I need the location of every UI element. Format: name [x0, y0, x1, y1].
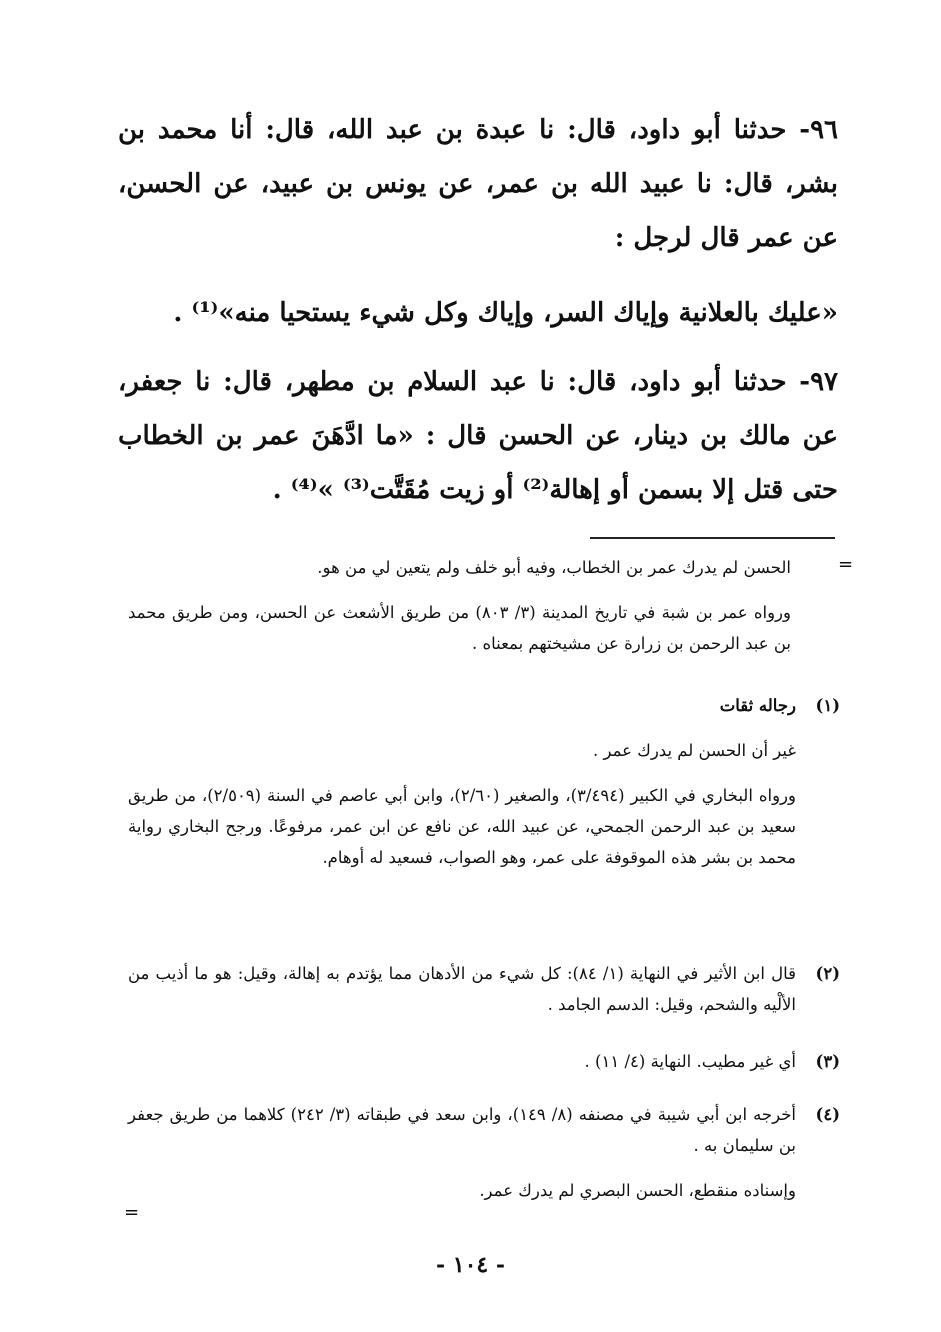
footnote-continued-line-1: الحسن لم يدرك عمر بن الخطاب، وفيه أبو خلف ولم يتعين لي من هو. — [317, 558, 791, 577]
hadith-97-text: ٩٧- حدثنا أبو داود، قال: نا عبد السلام بن مطهر، قال: نا جعفر، عن مالك بن دينار، عن الحسن قال : «ما ادَّهَنَ عمر بن الخطاب حتى قتل إلا بسمن أو إهالة⁽²⁾ أو زيت مُقَتَّت⁽³⁾ »⁽⁴⁾ . — [118, 367, 838, 505]
hadith-96-text: ٩٦- حدثنا أبو داود، قال: نا عبدة بن عبد الله، قال: أنا محمد بن بشر، قال: نا عبيد الله بن عمر، عن يونس بن عبيد، عن الحسن، عن عمر قال لرجل : — [118, 115, 838, 253]
footnote-3 — [128, 1046, 840, 1077]
footnote-2 — [128, 958, 840, 1020]
hadith-97 — [118, 355, 838, 517]
footnote-1-title: رجاله ثقات — [719, 696, 796, 715]
footnote-continued-line-2: ورواه عمر بن شبة في تاريخ المدينة (٣/ ٨٠٣) من طريق الأشعث عن الحسن، ومن طريق محمد بن عبد الرحمن بن زرارة عن مشيختهم بمعناه . — [128, 603, 791, 653]
footnote-4-extra: وإسناده منقطع، الحسن البصري لم يدرك عمر. — [479, 1181, 796, 1200]
footnote-4-text: أخرجه ابن أبي شيبة في مصنفه (٨/ ١٤٩)، وابن سعد في طبقاته (٣/ ٢٤٢) كلاهما من طريق جعفر بن سليمان به . — [128, 1105, 797, 1155]
footnote-2-number: (٢) — [815, 964, 840, 983]
page-number: - ١٠٤ - — [435, 1252, 506, 1278]
continuation-mark-top: = — [838, 554, 854, 575]
hadith-96-quote — [118, 286, 868, 340]
hadith-96 — [118, 103, 838, 265]
footnote-3-number: (٣) — [815, 1052, 840, 1071]
footnote-4-number: (٤) — [815, 1105, 840, 1124]
continuation-mark-bottom: = — [124, 1202, 140, 1223]
footnote-2-text: قال ابن الأثير في النهاية (١/ ٨٤): كل شيء من الأدهان مما يؤتدم به إهالة، وقيل: هو ما أذيب من الألْيه والشحم، وقيل: الدسم الجامد . — [128, 964, 797, 1014]
footnote-continued — [128, 552, 791, 659]
footnote-separator — [590, 537, 835, 539]
footnote-1-line-1: غير أن الحسن لم يدرك عمر . — [593, 741, 796, 760]
footnote-3-text: أي غير مطيب. النهاية (٤/ ١١) . — [584, 1052, 796, 1071]
footnote-1 — [128, 690, 840, 873]
footnote-1-line-2: ورواه البخاري في الكبير (٣/٤٩٤)، والصغير (٢/٦٠)، وابن أبي عاصم في السنة (٢/٥٠٩)، من طريق سعيد بن عبد الرحمن الجمحي، عن عبيد الله، عن نافع عن ابن عمر، مرفوعًا. ورجح البخاري رواية محمد بن بشر هذه الموقوفة على عمر، وهو الصواب، فسعيد له أوهام. — [128, 786, 796, 867]
hadith-96-quote-text: «عليك بالعلانية وإياك السر، وإياك وكل شيء يستحيا منه»⁽¹⁾ . — [173, 298, 838, 328]
footnote-4 — [128, 1099, 840, 1206]
footnote-1-number: (١) — [815, 696, 840, 715]
